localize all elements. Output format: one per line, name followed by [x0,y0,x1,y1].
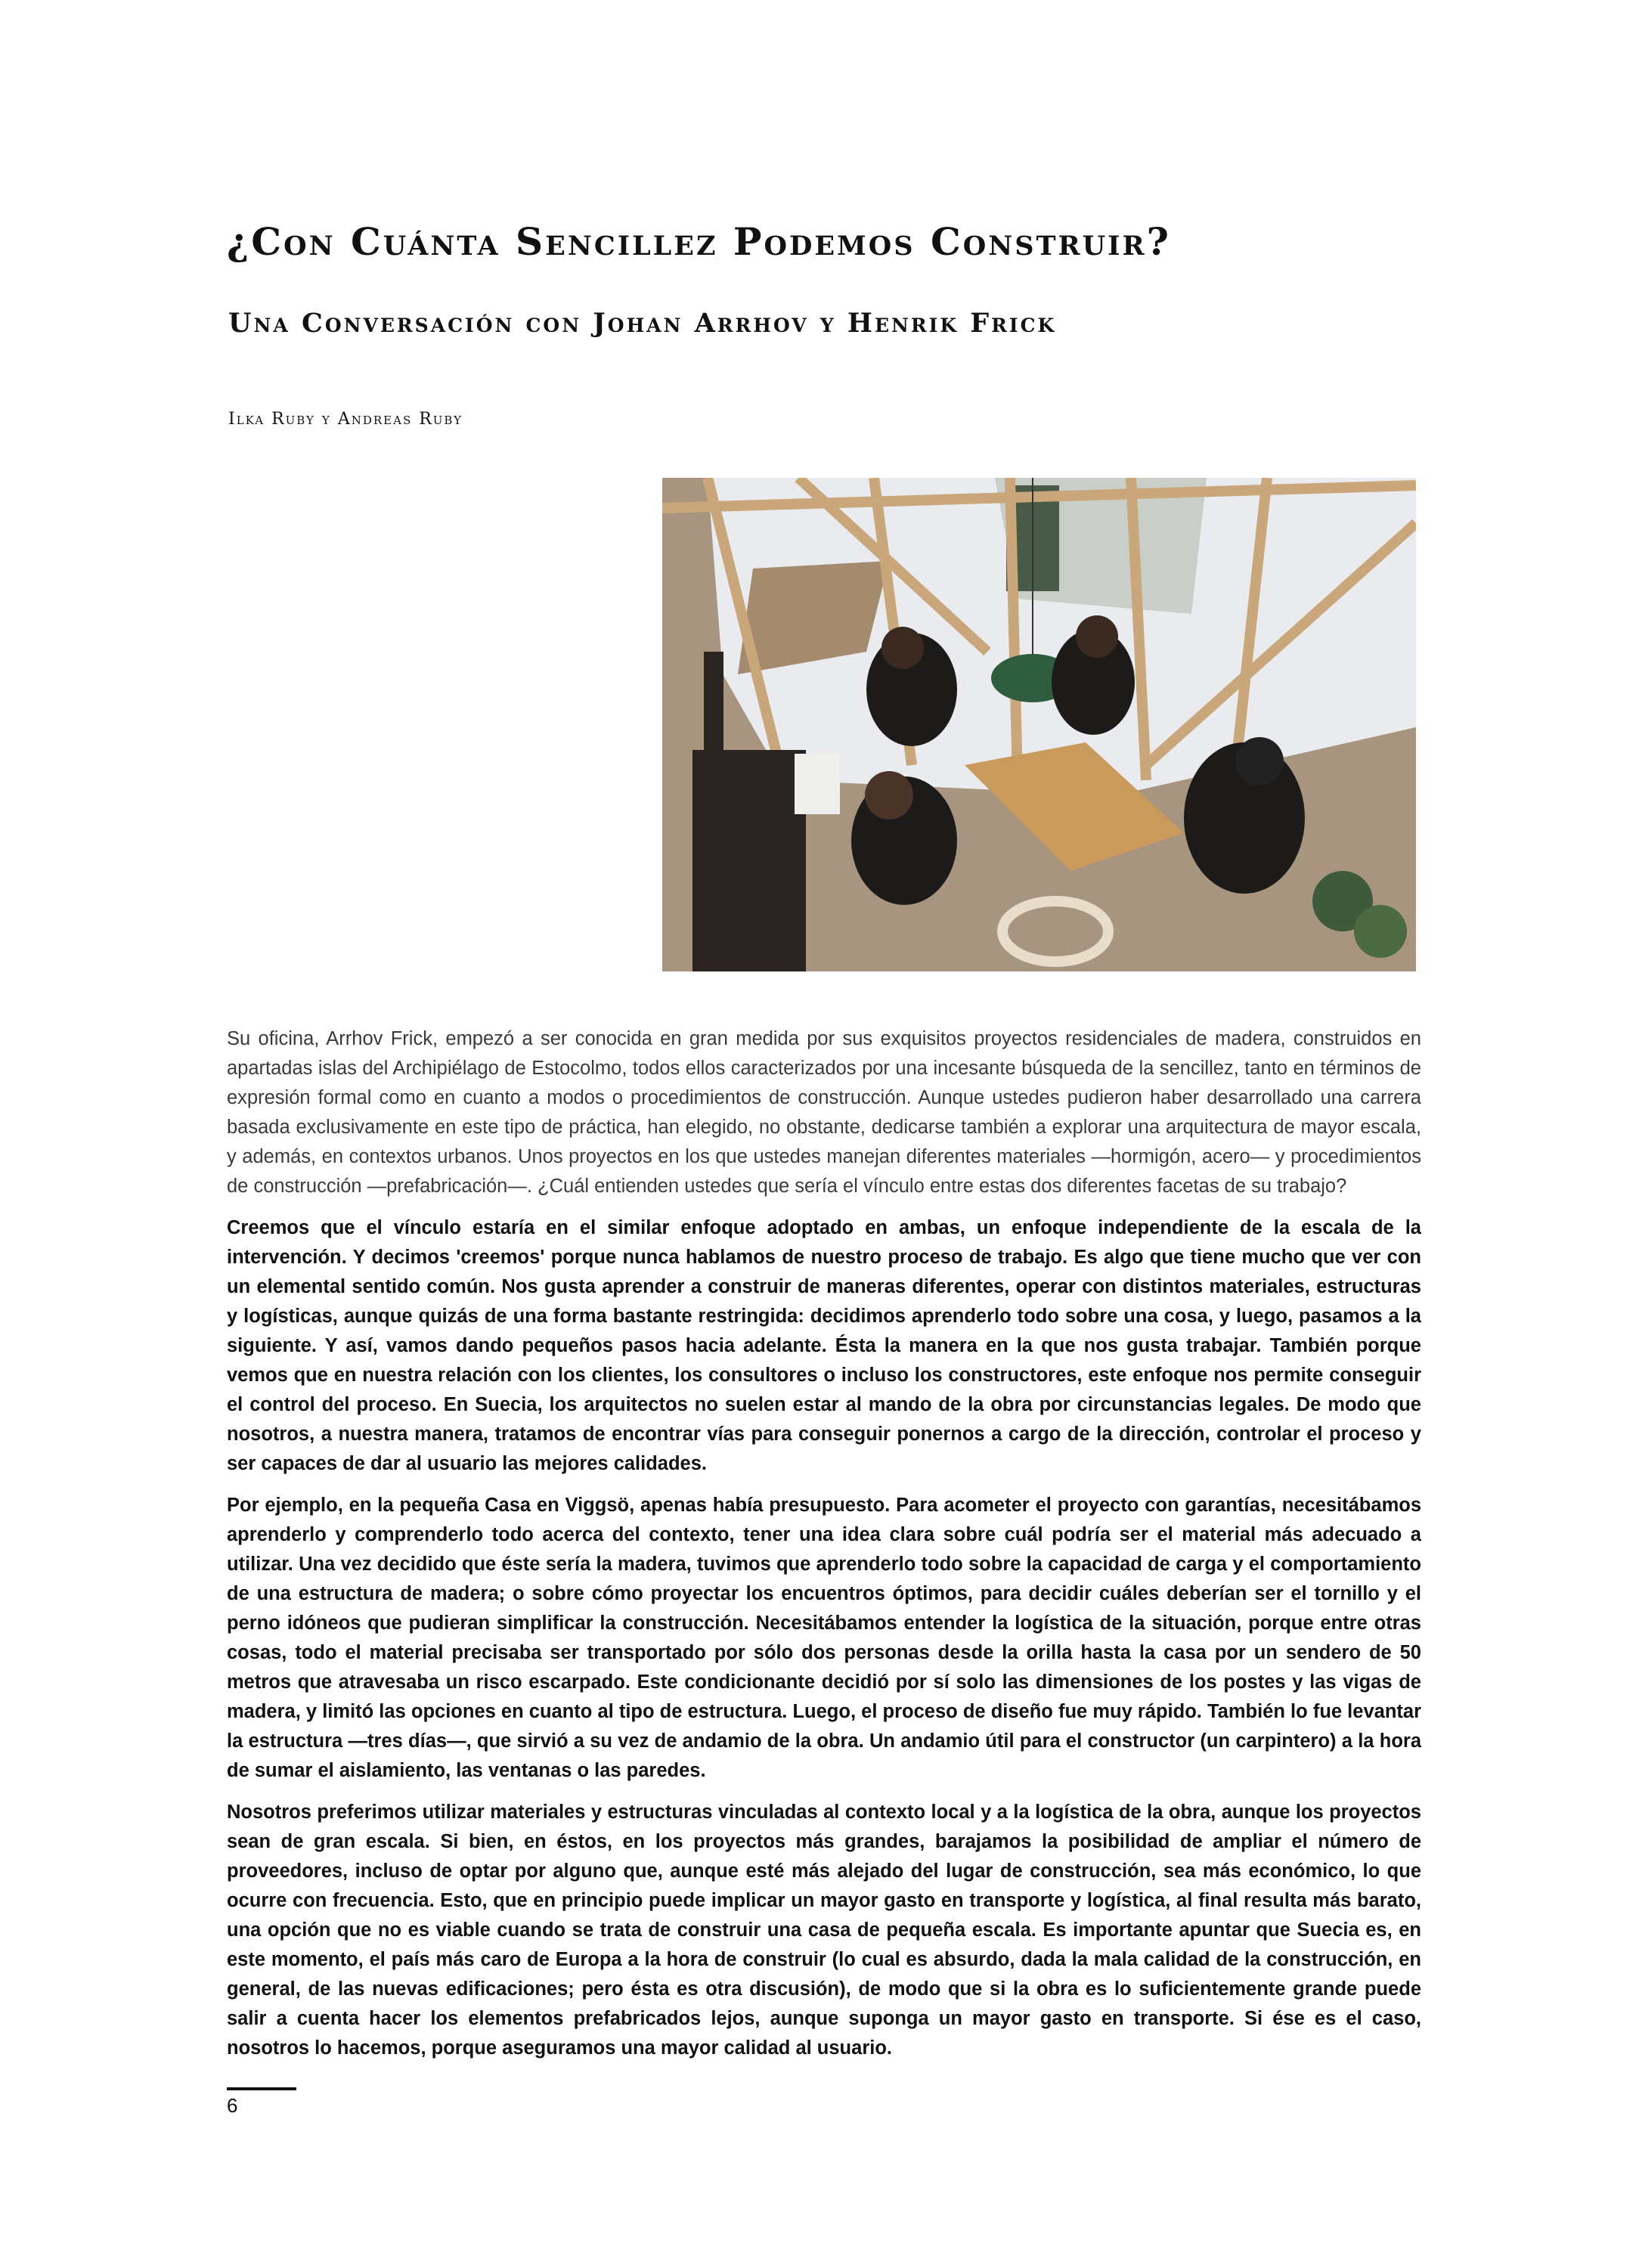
article-title: ¿Con Cuánta Sencillez Podemos Construir? [227,219,1171,264]
article-subtitle: Una Conversación con Johan Arrhov y Henrik Frick [228,308,1057,339]
article-photo [662,478,1416,971]
interview-answer-paragraph: Nosotros preferimos utilizar materiales y estructuras vinculadas al contexto local y a la logística de la obra, aunque los proyectos sean de gran escala. Si bien, en éstos, en los proyectos más grandes, barajamos la posibilidad de ampliar el número de proveedores, incluso de optar por alguno que, aunque esté más alejado del lugar de construcción, sea más económico, lo que ocurre con frecuencia. Esto, que en principio puede implicar un mayor gasto en transporte y logística, al final resulta más barato, una opción que no es viable cuando se trata de construir una casa de pequeña escala. Es importante apuntar que Suecia es, en este momento, el país más caro de Europa a la hora de construir (lo cual es absurdo, dada la mala calidad de la construcción, en general, de las nuevas edificaciones; pero ésta es otra discusión), de modo que si la obra es lo suficientemente grande puede salir a cuenta hacer los elementos prefabricados lejos, aunque suponga un mayor gasto en transporte. Si ése es el caso, nosotros lo hacemos, porque aseguramos una mayor calidad al usuario. [227,1802,1421,2059]
article-authors: Ilka Ruby y Andreas Ruby [228,410,463,429]
photo-plant [1354,905,1407,958]
page-number-rule [227,2087,296,2090]
page-number: 6 [227,2094,238,2117]
photo-stove [692,750,806,971]
interview-question: Su oficina, Arrhov Frick, empezó a ser conocida en gran medida por sus exquisitos proyectos residenciales de madera, construidos en apartadas islas del Archipiélago de Estocolmo, todos ellos caracterizados por una incesante búsqueda de la sencillez, tanto en términos de expresión formal como en cuanto a modos o procedimientos de construcción. Aunque ustedes pudieron haber desarrollado una carrera basada exclusivamente en este tipo de práctica, han elegido, no obstante, dedicarse también a explorar una arquitectura de mayor escala, y además, en contextos urbanos. Unos proyectos en los que ustedes manejan diferentes materiales —hormigón, acero— y procedimientos de construcción —prefabricación—. ¿Cuál entienden ustedes que sería el vínculo entre estas dos diferentes facetas de su trabajo? [227,1028,1421,1197]
article-body [227,1024,1421,2075]
interview-answer-paragraph: Creemos que el vínculo estaría en el similar enfoque adoptado en ambas, un enfoque independiente de la escala de la intervención. Y decimos 'creemos' porque nunca hablamos de nuestro proceso de trabajo. Es algo que tiene mucho que ver con un elemental sentido común. Nos gusta aprender a construir de maneras diferentes, operar con distintos materiales, estructuras y logísticas, aunque quizás de una forma bastante restringida: decidimos aprenderlo todo sobre una cosa, y luego, pasamos a la siguiente. Y así, vamos dando pequeños pasos hacia adelante. Ésta la manera en la que nos gusta trabajar. También porque vemos que en nuestra relación con los clientes, los consultores o incluso los constructores, este enfoque nos permite conseguir el control del proceso. En Suecia, los arquitectos no suelen estar al mando de la obra por circunstancias legales. De modo que nosotros, a nuestra manera, tratamos de encontrar vías para conseguir ponernos a cargo de la dirección, controlar el proceso y ser capaces de dar al usuario las mejores calidades. [227,1217,1421,1474]
interview-answer-paragraph: Por ejemplo, en la pequeña Casa en Viggsö, apenas había presupuesto. Para acometer el proyecto con garantías, necesitábamos aprenderlo y comprenderlo todo acerca del contexto, tener una idea clara sobre cuál podría ser el material más adecuado a utilizar. Una vez decidido que éste sería la madera, tuvimos que aprenderlo todo sobre la capacidad de carga y el comportamiento de una estructura de madera; o sobre cómo proyectar los encuentros óptimos, para decidir cuáles deberían ser el tornillo y el perno idóneos que pudieran simplificar la construcción. Necesitábamos entender la logística de la situación, porque entre otras cosas, todo el material precisaba ser transportado por sólo dos personas desde la orilla hasta la casa por un sendero de 50 metros que atravesaba un risco escarpado. Este condicionante decidió por sí solo las dimensiones de los postes y las vigas de madera, y limitó las opciones en cuanto al tipo de estructura. Luego, el proceso de diseño fue muy rápido. También lo fue levantar la estructura —tres días—, que sirvió a su vez de andamio de la obra. Un andamio útil para el constructor (un carpintero) a la hora de sumar el aislamiento, las ventanas o las paredes. [227,1495,1421,1781]
photo-illustration [662,478,1416,971]
photo-stove-pipe [704,652,723,758]
photo-box [795,754,840,814]
